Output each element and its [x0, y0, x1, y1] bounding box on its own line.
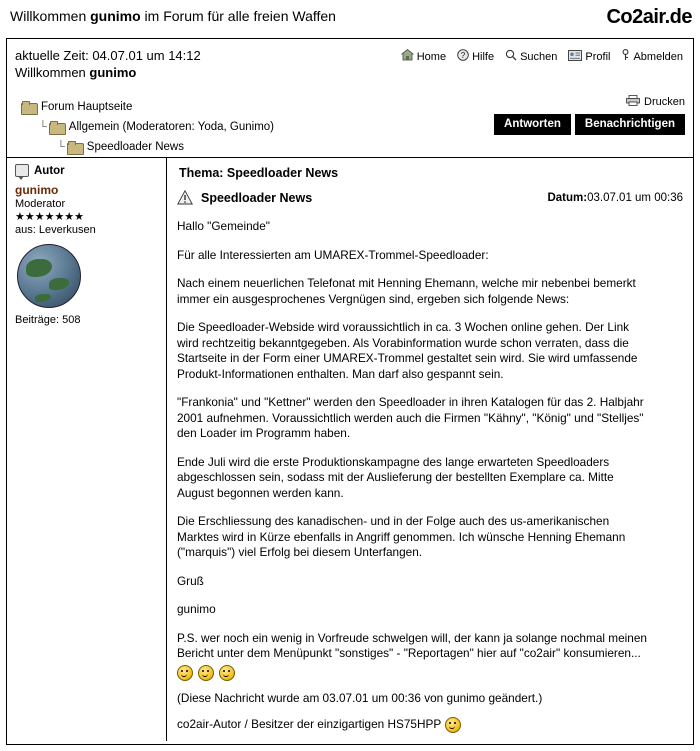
breadcrumb-label: Forum Hauptseite	[41, 101, 133, 113]
post-paragraph: Ende Juli wird die erste Produktionskampagne des lange erwarteten Speedloaders abgeschlossen sein, sodass mit der Auslieferung der bestellten Exemplare ca. Mitte August begonnen werden kann.	[177, 454, 614, 500]
author-column-header	[15, 164, 160, 177]
card-icon	[568, 50, 582, 64]
folder-icon	[49, 121, 64, 133]
post-paragraph: Hallo "Gemeinde"	[177, 219, 270, 233]
post-column	[167, 158, 693, 741]
current-time-label: aktuelle Zeit: 04.07.01 um 14:12	[15, 48, 201, 63]
smiley-icon	[177, 665, 193, 681]
nav-help-label: Hilfe	[472, 50, 495, 63]
welcome-username: gunimo	[89, 65, 137, 80]
print-label: Drucken	[644, 96, 685, 108]
reply-button[interactable]: Antworten	[494, 114, 571, 135]
post-paragraph: "Frankonia" und "Kettner" werden den Speedloader in ihren Katalogen für das 2. Halbjahr 2001 aufnehmen. Voraussichtlich werden auch die Firmen "Kähny", "König" und "Stelljes" den Loader im Programm haben.	[177, 395, 644, 440]
nav-profile[interactable]	[568, 50, 610, 64]
post-subject: Speedloader News	[201, 190, 313, 205]
post-subject-row	[177, 190, 683, 205]
notify-button[interactable]: Benachrichtigen	[575, 114, 685, 135]
nav-search-label: Suchen	[520, 50, 558, 63]
author-name[interactable]: gunimo	[15, 183, 59, 197]
author-role: Moderator	[15, 198, 66, 210]
signature	[177, 717, 683, 733]
author-post-count: Beiträge: 508	[15, 314, 81, 326]
nav-logout-label: Abmelden	[633, 50, 683, 63]
post-date	[547, 192, 683, 204]
welcome-line	[15, 64, 683, 81]
signature-text: co2air-Autor / Besitzer der einzigartigen HS75HPP	[177, 716, 442, 731]
thread-actions	[494, 95, 685, 135]
nav-profile-label: Profil	[585, 50, 611, 63]
post-body	[177, 219, 683, 733]
question-icon	[457, 49, 469, 64]
smiley-icon	[198, 665, 214, 681]
print-button[interactable]	[494, 95, 685, 109]
post-paragraph: Die Speedloader-Webside wird voraussichtlich in ca. 3 Wochen online gehen. Der Link wird rechtzeitig bekanntgegeben. Als Vorabinformation wurde schon verraten, dass die Startseite in der Form einer UMAREX-Trommel gestaltet sein wird. Sie wird umfassende Produkt-Informationen enthalten. Man darf also gespannt sein.	[177, 320, 638, 381]
breadcrumb-label: Allgemein (Moderatoren: Yoda, Gunimo)	[68, 121, 274, 133]
action-button-row	[494, 114, 685, 135]
nav-search[interactable]	[505, 49, 557, 64]
banner-welcome-text	[10, 6, 336, 24]
home-icon	[401, 49, 414, 64]
key-icon	[621, 49, 630, 64]
nav-home-label: Home	[416, 50, 447, 63]
folder-icon	[67, 141, 82, 153]
svg-text:?: ?	[460, 51, 466, 60]
post-date-value: 03.07.01 um 00:36	[587, 191, 683, 204]
post-paragraph: Die Erschliessung des kanadischen- und in der Folge auch des us-amerikanischen Marktes wird in Kürze ebenfalls in Angriff genommen. Ich wünsche Henning Ehemann ("marquis") viel Erfolg bei diesem Unterfangen.	[177, 514, 626, 559]
smiley-row	[177, 665, 683, 681]
breadcrumb-label: Speedloader News	[86, 141, 184, 153]
tree-branch-icon: └	[57, 141, 65, 153]
warning-icon	[177, 190, 193, 205]
post-paragraph: P.S. wer noch ein wenig in Vorfreude schwelgen will, der kann ja solange nochmal meinen Bericht unter dem Menüpunkt "sonstiges" - "Reportagen" hier auf "co2air" konsumieren...	[177, 630, 647, 660]
speech-bubble-icon	[15, 164, 29, 177]
tree-branch-icon: └	[39, 121, 47, 133]
post-paragraph: Gruß	[177, 573, 204, 588]
topic-title: Thema: Speedloader News	[179, 166, 339, 180]
breadcrumb	[7, 91, 693, 157]
welcome-prefix: Willkommen	[15, 65, 90, 80]
smiley-icon	[219, 665, 235, 681]
nav-help[interactable]	[457, 49, 494, 64]
nav-home[interactable]	[401, 49, 446, 64]
banner-username: gunimo	[90, 8, 141, 24]
author-rank-stars: ★★★★★★★	[15, 211, 85, 223]
author-location: aus: Leverkusen	[15, 224, 96, 236]
avatar	[17, 244, 81, 308]
site-logo: Co2air.de	[606, 6, 692, 28]
top-nav	[401, 49, 683, 64]
folder-icon	[21, 101, 36, 113]
post-paragraph: Für alle Interessierten am UMAREX-Trommel-Speedloader:	[177, 247, 489, 262]
nav-logout[interactable]	[621, 49, 683, 64]
breadcrumb-item-speedloader-news[interactable]	[21, 137, 693, 157]
thread-content	[7, 157, 693, 741]
banner-text-after: im Forum für alle freien Waffen	[140, 8, 336, 24]
banner-text-before: Willkommen	[10, 8, 91, 24]
post-date-label: Datum:	[547, 191, 588, 204]
post-paragraph: Nach einem neuerlichen Telefonat mit Henning Ehemann, welche mir nebenbei bemerkt immer ein ausgesprochenes Vergnügen sind, ergeben sich folgende News:	[177, 276, 636, 306]
top-banner	[0, 0, 700, 34]
author-column-title: Autor	[34, 164, 65, 177]
magnifier-icon	[505, 49, 517, 64]
post-paragraph: gunimo	[177, 602, 216, 616]
author-column	[7, 158, 167, 741]
forum-header	[7, 39, 693, 91]
forum-frame	[6, 38, 694, 745]
printer-icon	[626, 95, 640, 109]
smiley-icon	[445, 717, 461, 733]
edit-note: (Diese Nachricht wurde am 03.07.01 um 00:36 von gunimo geändert.)	[177, 690, 543, 705]
